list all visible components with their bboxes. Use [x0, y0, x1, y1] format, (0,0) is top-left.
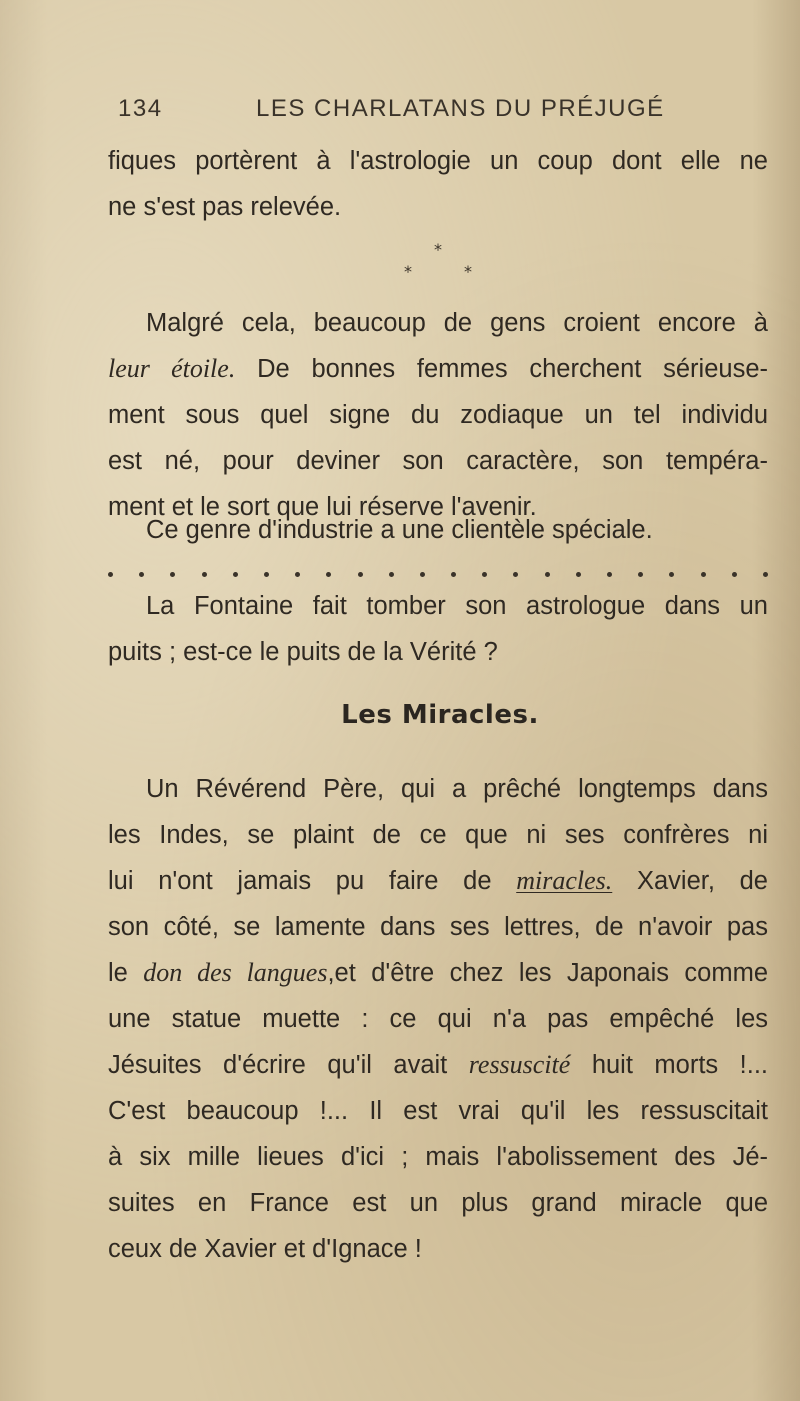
- paragraph-astrology-belief: [108, 300, 768, 530]
- asterisk-glyph: *: [434, 240, 442, 259]
- paragraph-continuation: [108, 138, 768, 230]
- text-fragment: De bonnes femmes cherchent sérieuse-: [235, 355, 768, 383]
- dot: [669, 572, 674, 577]
- dot: [420, 572, 425, 577]
- dot: [607, 572, 612, 577]
- text-line: [108, 858, 768, 904]
- dot: [451, 572, 456, 577]
- text-fragment: huit morts !...: [570, 1051, 768, 1079]
- dot: [545, 572, 550, 577]
- text-line: C'est beaucoup !... Il est vrai qu'il les ressuscitait: [108, 1097, 768, 1125]
- text-line: ceux de Xavier et d'Ignace !: [108, 1235, 422, 1263]
- paragraph-la-fontaine: [108, 583, 768, 675]
- dot: [295, 572, 300, 577]
- dot: [139, 572, 144, 577]
- paragraph-industry: [108, 507, 768, 553]
- text-fragment: Xavier, de: [612, 867, 768, 895]
- text-fragment: lui n'ont jamais pu faire de: [108, 867, 517, 895]
- italic-phrase: don des langues: [143, 958, 328, 987]
- italic-phrase: miracles.: [516, 866, 613, 895]
- dot: [202, 572, 207, 577]
- text-line: fiques portèrent à l'astrologie un coup dont elle ne: [108, 147, 768, 175]
- text-line: [108, 346, 768, 392]
- text-fragment: ,et d'être chez les Japonais comme: [327, 959, 768, 987]
- dot: [108, 572, 113, 577]
- asterisk-glyph: *: [464, 262, 472, 281]
- text-line: La Fontaine fait tomber son astrologue dans un: [146, 592, 768, 620]
- text-line: les Indes, se plaint de ce que ni ses confrères ni: [108, 821, 768, 849]
- text-line: à six mille lieues d'ici ; mais l'abolissement des Jé-: [108, 1143, 768, 1171]
- text-line: [108, 950, 768, 996]
- text-line: son côté, se lamente dans ses lettres, de n'avoir pas: [108, 913, 768, 941]
- dot: [233, 572, 238, 577]
- text-line: ment sous quel signe du zodiaque un tel individu: [108, 401, 768, 429]
- asterisk-glyph: *: [404, 262, 412, 281]
- dot: [170, 572, 175, 577]
- dot: [513, 572, 518, 577]
- dot: [264, 572, 269, 577]
- page-number: 134: [118, 95, 163, 122]
- paragraph-miracles: [108, 766, 768, 1272]
- text-line: une statue muette : ce qui n'a pas empêché les: [108, 1005, 768, 1033]
- running-title: LES CHARLATANS DU PRÉJUGÉ: [256, 95, 665, 122]
- dot: [482, 572, 487, 577]
- dot: [389, 572, 394, 577]
- dot: [701, 572, 706, 577]
- asterism-separator: [400, 240, 480, 290]
- dot: [638, 572, 643, 577]
- text-line: suites en France est un plus grand miracle que: [108, 1189, 768, 1217]
- text-line: Un Révérend Père, qui a prêché longtemps dans: [146, 775, 768, 803]
- section-heading: Les Miracles.: [341, 700, 539, 730]
- running-header: [118, 95, 678, 131]
- dot: [763, 572, 768, 577]
- dot: [576, 572, 581, 577]
- italic-phrase: leur étoile.: [108, 354, 236, 383]
- text-line: [108, 1042, 768, 1088]
- text-line: est né, pour deviner son caractère, son tempéra-: [108, 447, 768, 475]
- text-fragment: Jésuites d'écrire qu'il avait: [108, 1051, 469, 1079]
- dot: [358, 572, 363, 577]
- text-line: Malgré cela, beaucoup de gens croient encore à: [146, 309, 768, 337]
- text-line: ment et le sort que lui réserve l'avenir.: [108, 493, 537, 521]
- text-line: Ce genre d'industrie a une clientèle spéciale.: [146, 516, 653, 544]
- text-line: ne s'est pas relevée.: [108, 193, 342, 221]
- italic-phrase: ressuscité: [468, 1050, 571, 1079]
- dot: [326, 572, 331, 577]
- text-fragment: le: [108, 959, 144, 987]
- text-line: puits ; est-ce le puits de la Vérité ?: [108, 638, 498, 666]
- dot: [732, 572, 737, 577]
